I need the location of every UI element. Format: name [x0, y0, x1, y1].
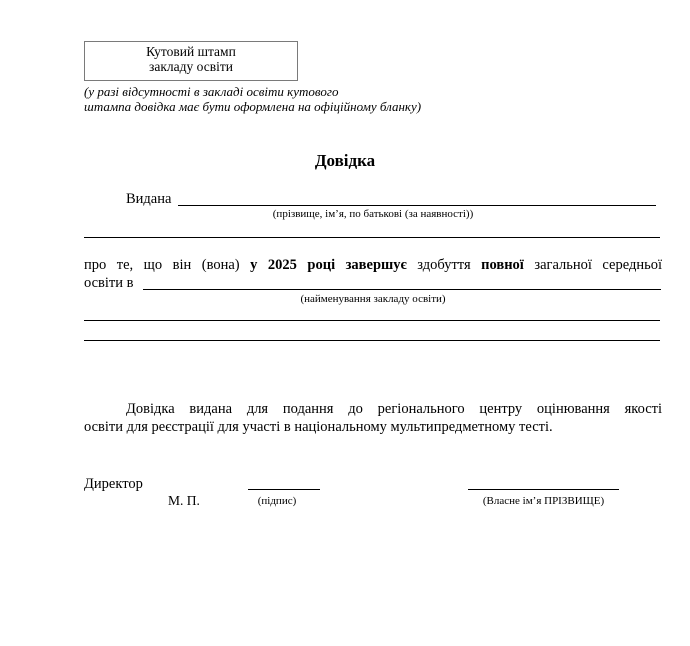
- blank-line: [84, 237, 660, 238]
- stamp-note: [84, 84, 504, 114]
- issued-name-line: [178, 205, 656, 206]
- institution-line: [143, 289, 661, 290]
- purpose-paragraph: [84, 400, 662, 436]
- statement-text: про те, що він (вона): [84, 257, 251, 273]
- stamp-note-line-1: (у разі відсутності в закладі освіти кутового: [84, 84, 339, 99]
- name-hint: (Власне ім’я ПРІЗВИЩЕ): [482, 495, 605, 507]
- signature-hint: (підпис): [257, 495, 297, 507]
- blank-line: [84, 320, 660, 321]
- blank-line: [84, 340, 660, 341]
- stamp-line-1: Кутовий штамп: [146, 44, 236, 59]
- statement-line-2-prefix: освіти в: [84, 275, 134, 291]
- institution-hint: (найменування закладу освіти): [300, 293, 446, 305]
- director-label: Директор: [84, 476, 143, 492]
- issued-label: Видана: [126, 191, 172, 207]
- document-title: Довідка: [314, 151, 376, 170]
- purpose-line-1: Довідка видана для подання до регіонального центру оцінювання якості: [126, 401, 662, 417]
- stamp-note-line-2: штампа довідка має бути оформлена на офіційному бланку): [84, 99, 422, 114]
- statement-text: загальної середньої: [523, 257, 662, 273]
- corner-stamp-box: [84, 41, 298, 81]
- stamp-line-2: закладу освіти: [149, 59, 233, 74]
- signature-line: [248, 489, 320, 490]
- statement-bold-year: у 2025 році завершує: [250, 257, 407, 273]
- name-line: [468, 489, 619, 490]
- issued-name-hint: (прізвище, ім’я, по батькові (за наявності)): [272, 208, 474, 220]
- statement-bold-full: повної: [481, 257, 524, 273]
- statement-line-1: [84, 256, 662, 274]
- purpose-line-2: освіти для реєстрації для участі в національному мультипредметному тесті.: [84, 419, 553, 435]
- statement-text: здобуття: [406, 257, 482, 273]
- seal-label: М. П.: [168, 493, 200, 508]
